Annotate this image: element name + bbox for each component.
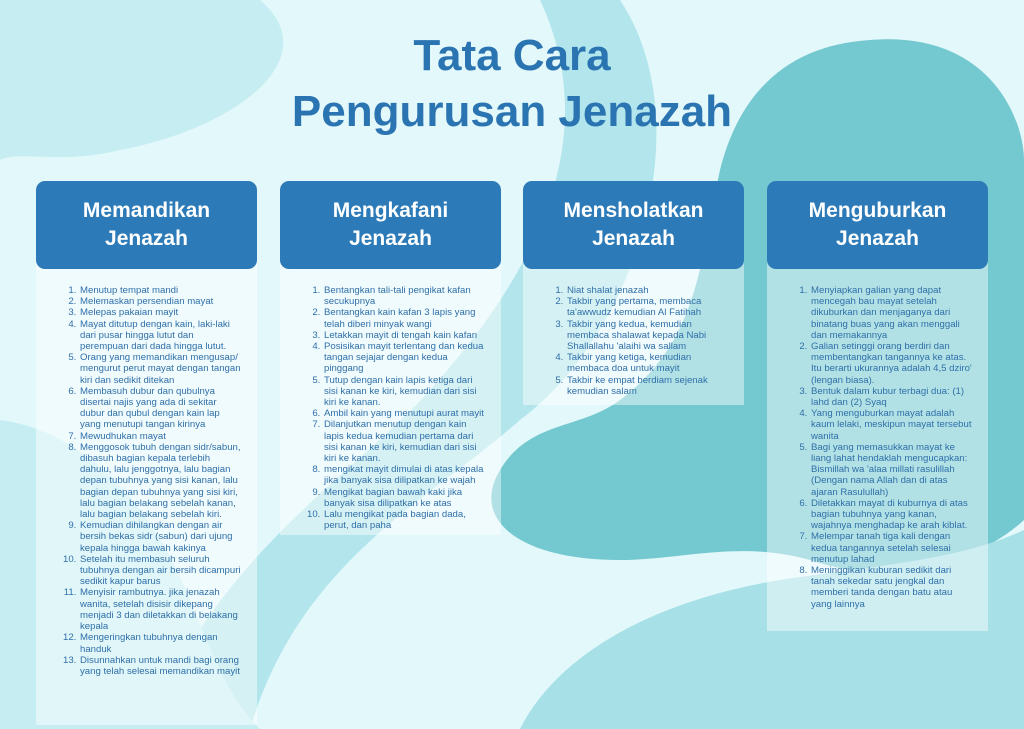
- card-body: [523, 255, 744, 405]
- card-title-line-2: Jenazah: [105, 227, 188, 250]
- card-title-line-1: Mengkafani: [332, 199, 449, 222]
- card-header: [280, 181, 501, 269]
- list-item: 8. Meninggikan kuburan sedikit dari tanah sekedar satu jengkal dan memberi tanda dengan batu atau yang lainnya: [810, 565, 974, 610]
- list-item: 6. Membasuh dubur dan qubulnya disertai najis yang ada di sekitar dubur dan qubul dengan kain lap yang menutupi tangan kirinya: [79, 386, 243, 431]
- list-item: 7. Dilanjutkan menutup dengan kain lapis kedua kemudian pertama dari sisi kanan ke kiri, kemudian dari sisi kiri ke kanan.: [323, 419, 487, 464]
- steps-list: [294, 285, 487, 531]
- list-item: 9. Kemudian dihilangkan dengan air bersih bekas sidr (sabun) dari ujung kepala hingga bawah kakinya: [79, 520, 243, 554]
- card-title-line-1: Memandikan: [82, 199, 211, 222]
- list-item: 3. Bentuk dalam kubur terbagi dua: (1) lahd dan (2) Syaq: [810, 386, 974, 408]
- list-item: 7. Melempar tanah tiga kali dengan kedua tangannya setelah selesai menutup lahad: [810, 531, 974, 565]
- page-title: [0, 28, 1024, 140]
- card-mengkafani: [280, 181, 501, 535]
- list-item: 10. Setelah itu membasuh seluruh tubuhnya dengan air bersih dicampuri sedikit kapur barus: [79, 554, 243, 588]
- steps-list: [50, 285, 243, 677]
- card-mensholatkan: [523, 181, 744, 405]
- card-body: [767, 255, 988, 631]
- list-item: 5. Bagi yang memasukkan mayat ke liang lahat hendaklah mengucapkan: Bismillah wa 'alaa millati rasulillah (Dengan nama Allah dan di atas ajaran Rasulullah): [810, 442, 974, 498]
- list-item: 2. Bentangkan kain kafan 3 lapis yang telah diberi minyak wangi: [323, 307, 487, 329]
- card-title-line-2: Jenazah: [836, 227, 919, 250]
- card-title-line-2: Jenazah: [592, 227, 675, 250]
- card-title-line-1: Mensholatkan: [563, 199, 704, 222]
- list-item: 5. Orang yang memandikan mengusap/ mengurut perut mayat dengan tangan kiri dan sedikit ditekan: [79, 352, 243, 386]
- card-header: [767, 181, 988, 269]
- list-item: 4. Yang menguburkan mayat adalah kaum lelaki, meskipun mayat tersebut wanita: [810, 408, 974, 442]
- card-body: [280, 255, 501, 535]
- list-item: 13. Disunnahkan untuk mandi bagi orang yang telah selesai memandikan mayit: [79, 655, 243, 677]
- list-item: 10. Lalu mengikat pada bagian dada, perut, dan paha: [323, 509, 487, 531]
- card-title-line-1: Menguburkan: [808, 199, 947, 222]
- list-item: 2. Takbir yang pertama, membaca ta'awwudz kemudian Al Fatihah: [566, 296, 730, 318]
- card-body: [36, 255, 257, 725]
- list-item: 1. Menyiapkan galian yang dapat mencegah bau mayat setelah dikuburkan dan menjaganya dari binatang buas yang akan menggali dan memakannya: [810, 285, 974, 341]
- title-line-1: Tata Cara: [413, 31, 611, 80]
- list-item: 7. Mewudhukan mayat: [79, 431, 243, 442]
- list-item: 8. mengikat mayit dimulai di atas kepala jika banyak sisa dilipatkan ke wajah: [323, 464, 487, 486]
- card-menguburkan: [767, 181, 988, 631]
- steps-list: [781, 285, 974, 610]
- list-item: 9. Mengikat bagian bawah kaki jika banyak sisa dilipatkan ke atas: [323, 487, 487, 509]
- list-item: 3. Melepas pakaian mayit: [79, 307, 243, 318]
- list-item: 5. Tutup dengan kain lapis ketiga dari sisi kanan ke kiri, kemudian dari sisi kiri ke kanan.: [323, 375, 487, 409]
- title-line-2: Pengurusan Jenazah: [291, 87, 733, 136]
- list-item: 4. Mayat ditutup dengan kain, laki-laki dari pusar hingga lutut dan perempuan dari dada hingga lutut.: [79, 319, 243, 353]
- list-item: 3. Takbir yang kedua, kemudian membaca shalawat kepada Nabi Shallallahu 'alaihi wa sallam: [566, 319, 730, 353]
- card-header: [36, 181, 257, 269]
- list-item: 5. Takbir ke empat berdiam sejenak kemudian salam: [566, 375, 730, 397]
- list-item: 2. Galian setinggi orang berdiri dan membentangkan tangannya ke atas. Itu berarti ukurannya adalah 4,5 dziro' (lengan biasa).: [810, 341, 974, 386]
- list-item: 2. Melemaskan persendian mayat: [79, 296, 243, 307]
- list-item: 4. Posisikan mayit terlentang dan kedua tangan sejajar dengan kedua pinggang: [323, 341, 487, 375]
- steps-list: [537, 285, 730, 397]
- card-title-line-2: Jenazah: [349, 227, 432, 250]
- list-item: 1. Bentangkan tali-tali pengikat kafan secukupnya: [323, 285, 487, 307]
- list-item: 1. Niat shalat jenazah: [566, 285, 730, 296]
- card-header: [523, 181, 744, 269]
- list-item: 1. Menutup tempat mandi: [79, 285, 243, 296]
- card-memandikan: [36, 181, 257, 725]
- list-item: 6. Ambil kain yang menutupi aurat mayit: [323, 408, 487, 419]
- list-item: 4. Takbir yang ketiga, kemudian membaca doa untuk mayit: [566, 352, 730, 374]
- list-item: 6. Diletakkan mayat di kuburnya di atas bagian tubuhnya yang kanan, wajahnya menghadap ke arah kiblat.: [810, 498, 974, 532]
- list-item: 8. Menggosok tubuh dengan sidr/sabun, dibasuh bagian kepala terlebih dahulu, lalu jenggotnya, lalu bagian depan tubuhnya yang sisi kanan, lalu bagian depan tubuhnya yang sisi kiri, lalu bagian belakang sebelah kanan, lalu bagian belakang sebelah kiri.: [79, 442, 243, 520]
- list-item: 11. Menyisir rambutnya. jika jenazah wanita, setelah disisir dikepang menjadi 3 dan diletakkan di belakang kepala: [79, 587, 243, 632]
- list-item: 12. Mengeringkan tubuhnya dengan handuk: [79, 632, 243, 654]
- list-item: 3. Letakkan mayit di tengah kain kafan: [323, 330, 487, 341]
